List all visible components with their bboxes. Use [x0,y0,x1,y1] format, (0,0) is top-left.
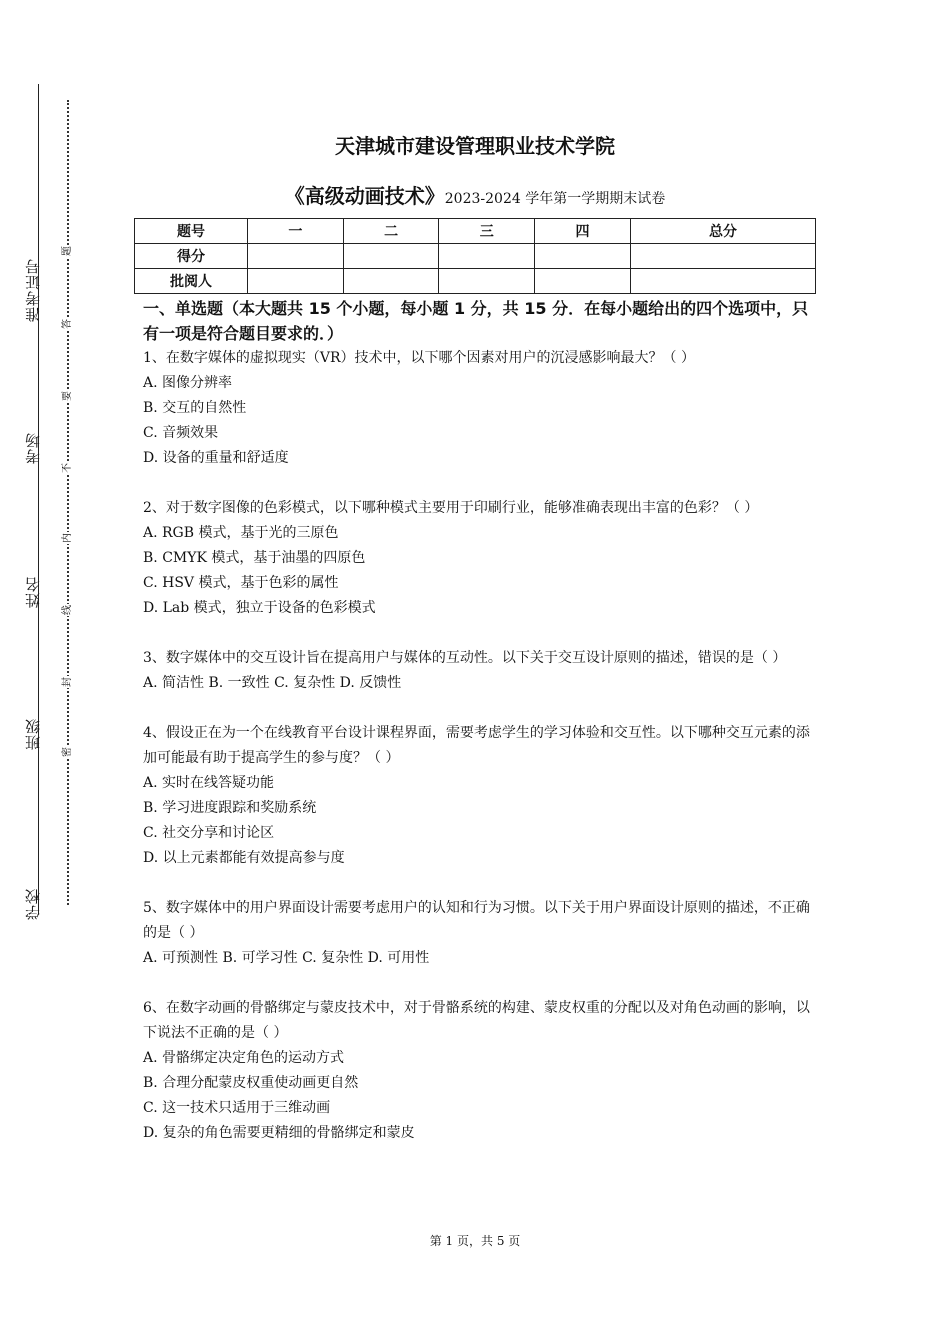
grader-row-label: 批阅人 [135,269,248,294]
score-table [134,218,816,294]
question-stem: 2、对于数字图像的色彩模式，以下哪种模式主要用于印刷行业，能够准确表现出丰富的色彩？（ ） [143,500,759,516]
question-option: A. 骨骼绑定决定角色的运动方式 [143,1050,345,1066]
question-option: B. 合理分配蒙皮权重使动画更自然 [143,1075,359,1091]
exam-id-field-label: 准考证号 [24,258,42,322]
exam-room-field-label: 考场 [24,432,42,464]
question-6 [143,996,811,1146]
grader-cell[interactable] [535,269,631,294]
score-cell[interactable] [535,244,631,269]
question-1 [143,346,811,471]
seal-char: 线 [62,605,73,615]
grader-cell[interactable] [630,269,815,294]
seal-char: 不 [62,463,73,473]
question-option: D. 复杂的角色需要更精细的骨骼绑定和蒙皮 [143,1125,415,1141]
score-cell[interactable] [343,244,439,269]
question-stem: 4、假设正在为一个在线教育平台设计课程界面，需要考虑学生的学习体验和交互性。以下哪种交互元素的添加可能最有助于提高学生的参与度？（ ） [143,725,810,766]
question-stem: 3、数字媒体中的交互设计旨在提高用户与媒体的互动性。以下关于交互设计原则的描述，错误的是（ ） [143,650,787,666]
score-table-header-cell: 一 [248,219,344,244]
grader-cell[interactable] [343,269,439,294]
question-option: B. 交互的自然性 [143,400,247,416]
class-field-label: 班级 [24,718,42,750]
grader-row [135,269,816,294]
score-cell[interactable] [439,244,535,269]
seal-char: 要 [62,391,73,401]
question-4 [143,721,811,871]
question-option: D. 以上元素都能有效提高参与度 [143,850,345,866]
seal-char: 封 [62,677,73,687]
score-table-header-cell: 二 [343,219,439,244]
question-option: A. 图像分辨率 [143,375,233,391]
seal-char: 内 [62,533,73,543]
score-table-header-cell: 题号 [135,219,248,244]
question-option: C. HSV 模式，基于色彩的属性 [143,575,339,591]
question-option: A. RGB 模式，基于光的三原色 [143,525,339,541]
grader-cell[interactable] [248,269,344,294]
course-name: 《高级动画技术》 [284,184,445,208]
question-3 [143,646,811,696]
question-option: D. 设备的重量和舒适度 [143,450,289,466]
score-cell[interactable] [630,244,815,269]
school-field-label: 学校 [24,888,42,920]
question-list [143,346,811,1171]
question-stem: 6、在数字动画的骨骼绑定与蒙皮技术中，对于骨骼系统的构建、蒙皮权重的分配以及对角色动画的影响，以下说法不正确的是（ ） [143,1000,810,1041]
score-row-label: 得分 [135,244,248,269]
seal-char: 密 [62,747,73,757]
grader-cell[interactable] [439,269,535,294]
school-title: 天津城市建设管理职业技术学院 [335,134,615,158]
score-table-header-cell: 四 [535,219,631,244]
question-option: C. 这一技术只适用于三维动画 [143,1100,331,1116]
score-table-header-cell: 三 [439,219,535,244]
score-table-header-cell: 总分 [630,219,815,244]
exam-term: 2023-2024 学年第一学期期末试卷 [444,191,666,207]
page-number: 第 1 页，共 5 页 [429,1234,521,1248]
exam-subtitle [0,180,950,209]
question-5 [143,896,811,971]
score-cell[interactable] [248,244,344,269]
question-stem: 1、在数字媒体的虚拟现实（VR）技术中，以下哪个因素对用户的沉浸感影响最大？（ ） [143,350,696,366]
question-2 [143,496,811,621]
seal-char: 答 [62,319,73,329]
section-heading: 一、单选题（本大题共 15 个小题，每小题 1 分，共 15 分．在每小题给出的四个选项中，只有一项是符合题目要求的．） [143,299,809,343]
question-options-inline: A. 可预测性 B. 可学习性 C. 复杂性 D. 可用性 [143,950,430,966]
seal-dotted-line [67,100,69,905]
question-stem: 5、数字媒体中的用户界面设计需要考虑用户的认知和行为习惯。以下关于用户界面设计原则的描述，不正确的是（ ） [143,900,810,941]
question-option: A. 实时在线答疑功能 [143,775,275,791]
question-option: B. 学习进度跟踪和奖励系统 [143,800,317,816]
question-option: D. Lab 模式，独立于设备的色彩模式 [143,600,376,616]
question-option: C. 音频效果 [143,425,219,441]
name-field-label: 姓名 [24,576,42,608]
score-table-header-row [135,219,816,244]
question-options-inline: A. 简洁性 B. 一致性 C. 复杂性 D. 反馈性 [143,675,402,691]
score-row [135,244,816,269]
question-option: B. CMYK 模式，基于油墨的四原色 [143,550,366,566]
question-option: C. 社交分享和讨论区 [143,825,275,841]
seal-char: 题 [62,246,73,256]
